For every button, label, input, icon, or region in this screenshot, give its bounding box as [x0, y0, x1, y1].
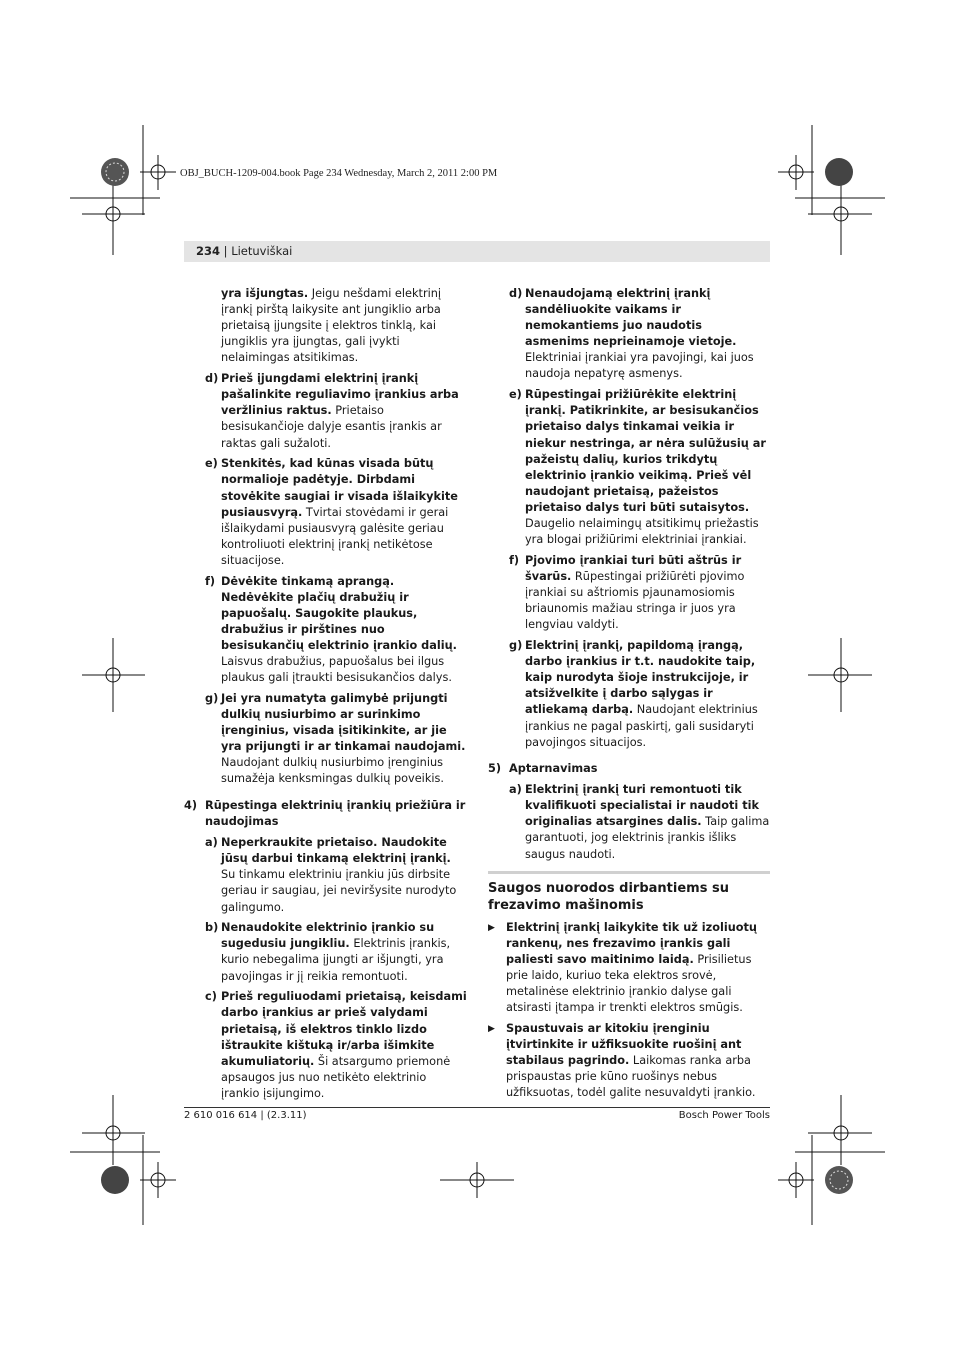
item-text [221, 574, 468, 687]
continued-paragraph [184, 286, 468, 366]
item-body-text: Daugelio nelaimingų atsitikimų priežastis yra blogai prižiūrimi elektriniai įrankiai. [525, 517, 759, 547]
section-4-heading [184, 798, 468, 830]
list-item [488, 553, 770, 633]
item-text [506, 1021, 770, 1101]
item-label: g) [509, 639, 523, 653]
item-text [221, 456, 468, 569]
section-4-title: Rūpestinga elektrinių įrankių priežiūra ir naudojimas [205, 799, 466, 829]
item-text [221, 920, 468, 984]
item-bold-text: Spaustuvais ar kitokiu įrenginiu įtvirtinkite ir užfiksuokite ruošinį ant stabilaus pagrindo. [506, 1021, 742, 1068]
right-column [488, 286, 770, 1106]
footer-rule [184, 1107, 770, 1108]
item-label: g) [205, 692, 219, 705]
item-body-text: Laisvus drabužius, papuošalus bei ilgus plaukus gali įtraukti besisukančios dalys. [221, 655, 452, 685]
section-5-heading [488, 761, 770, 777]
section-5-title: Aptarnavimas [509, 762, 598, 776]
item-text [525, 782, 770, 862]
list-item [488, 638, 770, 751]
item-body-text: Elektrinis įrankis, kurio nebegalima įjungti ar išjungti, yra pavojingas ir jį reikia remontuoti. [221, 937, 451, 983]
list-item [184, 835, 468, 915]
item-body-text: Taip galima garantuoti, jog elektrinis įrankis išliks saugus naudoti. [525, 815, 770, 861]
item-body-text: Naudojant elektrinius įrankius ne pagal paskirtį, gali susidaryti pavojingos situacijos. [525, 703, 758, 749]
item-bold-text: Nenaudokite elektrinio įrankio su sugedusiu jungikliu. [221, 921, 435, 951]
list-item [184, 989, 468, 1102]
list-item [184, 371, 468, 451]
item-text [525, 638, 770, 751]
header-language: Lietuviškai [231, 244, 293, 258]
item-bold-text: Dėvėkite tinkamą aprangą. Nedėvėkite plačių drabužių ir papuošalų. Saugokite plaukus, drabužius ir pirštines nuo besisukančių elektrinio įrankio dalių. [221, 574, 457, 653]
bullet-arrow-icon: ▶ [488, 1023, 495, 1034]
list-item [184, 920, 468, 984]
item-label: f) [205, 574, 216, 588]
item-label: d) [509, 287, 523, 300]
item-text [506, 920, 770, 1017]
bullet-arrow-icon: ▶ [488, 922, 495, 933]
section-4-label: 4) [184, 799, 198, 813]
item-label: c) [205, 990, 217, 1004]
item-bold-text: Elektrinį įrankį turi remontuoti tik kvalifikuoti specialistai ir naudoti tik originalias atsargines dalis. [525, 783, 760, 829]
item-bold-text: Neperkraukite prietaiso. Naudokite jūsų darbui tinkamą elektrinį įrankį. [221, 836, 451, 866]
item-bold-text: Elektrinį įrankį laikykite tik už izoliuotų rankenų, nes frezavimo įrankis gali paliesti savo maitinimo laidą. [506, 920, 757, 966]
item-label: f) [509, 553, 520, 567]
item-body-text: Tvirtai stovėdami ir gerai išlaikydami pusiausvyrą galėsite geriau kontroliuoti elektrinį įrankį netikėtose situacijose. [221, 505, 449, 567]
footer-doc-number: 2 610 016 614 | (2.3.11) [184, 1110, 307, 1121]
print-slug: OBJ_BUCH-1209-004.book Page 234 Wednesday, March 2, 2011 2:00 PM [180, 168, 498, 179]
item-text [525, 387, 770, 548]
left-column [184, 286, 468, 1107]
item-bold-text: Stenkitės, kad kūnas visada būtų normalioje padėtyje. Dirbdami stovėkite saugiai ir visada išlaikykite pusiausvyrą. [221, 457, 458, 519]
item-label: e) [509, 388, 522, 402]
list-item [488, 286, 770, 383]
list-item [488, 782, 770, 862]
item-body-text: Ši atsargumo priemonė apsaugos jus nuo netikėto elektrinio įrankio įsijungimo. [221, 1054, 451, 1100]
continued-text: Jeigu nešdami elektrinį įrankį pirštą laikysite ant jungiklio arba prietaisą įjungsite į elektros tinklą, kai jungiklis yra įjungtas, gali įvykti nelaimingas atsitikimas. [221, 287, 442, 365]
item-body-text: Rūpestingai prižiūrėti pjovimo įrankiai su aštriomis pjaunamosiomis briaunomis mažiau stringa ir juos yra lengviau valdyti. [525, 569, 745, 632]
item-body-text: Laikomas ranka arba prispaustas prie kūno ruošinys nebus užfiksuotas, todėl galite nesuvaldyti įrankio. [506, 1054, 756, 1100]
item-label: b) [205, 921, 219, 935]
item-label: a) [509, 783, 522, 797]
item-label: a) [205, 836, 218, 850]
item-body-text: Prietaiso besisukančioje dalyje esantis įrankis ar raktas gali sužaloti. [221, 404, 442, 450]
item-body-text: Naudojant dulkių nusiurbimo įrenginius sumažėja kenksmingas dulkių poveikis. [221, 756, 444, 786]
list-item [488, 387, 770, 548]
item-bold-text: Rūpestingai prižiūrėkite elektrinį įrankį. Patikrinkite, ar besisukančios prietaiso dalys tinkamai veikia ir niekur nestringa, ar nėra sulūžusių ar pažeistų dalių, kurios trikdytų elektrinio įrankio veikimą. Prieš vėl naudojant prietaisą, pažeistos prietaiso dalys turi būti sutaisytos. [525, 388, 766, 514]
footer-brand: Bosch Power Tools [678, 1110, 770, 1121]
list-item [488, 1021, 770, 1101]
header-separator: | [220, 244, 232, 258]
item-bold-text: Nenaudojamą elektrinį įrankį sandėliuokite vaikams ir nemokantiems juo naudotis asmenims neprieinamoje vietoje. [525, 287, 737, 349]
item-text [221, 835, 468, 915]
item-text [221, 691, 468, 788]
section-5-label: 5) [488, 762, 502, 776]
item-text [525, 553, 770, 633]
item-bold-text: Jei yra numatyta galimybė prijungti dulkių nusiurbimo ar surinkimo įrenginius, visada įsitikinkite, ar jie yra prijungti ir ar tinkamai naudojami. [221, 692, 466, 754]
page-number: 234 [196, 244, 221, 258]
list-item [184, 574, 468, 687]
list-item [184, 691, 468, 788]
item-label: d) [205, 372, 219, 386]
list-item [488, 920, 770, 1017]
router-safety-heading: Saugos nuorodos dirbantiems su frezavimo mašinomis [488, 880, 729, 913]
item-text [525, 286, 770, 383]
item-body-text: Prisilietus prie laido, kuriuo teka elektros srovė, metalinėse elektrinio įrankio dalyse gali atsirasti įtampa ir trenkti elektros smūgis. [506, 952, 752, 1015]
item-bold-text: Prieš įjungdami elektrinį įrankį pašalinkite reguliavimo įrankius arba veržlinius raktus. [221, 372, 459, 418]
item-bold-text: Elektrinį įrankį, papildomą įrangą, darbo įrankius ir t.t. naudokite taip, kaip nurodyta šioje instrukcijoje, ir atsižvelkite į darbo sąlygas ir atliekamą darbą. [525, 639, 756, 717]
section-divider [488, 871, 770, 874]
item-text [221, 989, 468, 1102]
item-body-text: Elektriniai įrankiai yra pavojingi, kai juos naudoja nepatyrę asmenys. [525, 351, 754, 381]
item-label: e) [205, 457, 218, 471]
item-bold-text: Prieš reguliuodami prietaisą, keisdami darbo įrankius ar prieš valydami prietaisą, iš elektros tinklo lizdo ištraukite kištuką ir/arba išimkite akumuliatorių. [221, 990, 467, 1068]
page-header [184, 241, 770, 262]
item-text [221, 371, 468, 451]
continued-bold: yra išjungtas. [221, 287, 309, 300]
item-body-text: Su tinkamu elektriniu įrankiu jūs dirbsite geriau ir saugiau, jei neviršysite nurodyto galingumo. [221, 868, 457, 914]
item-bold-text: Pjovimo įrankiai turi būti aštrūs ir švarūs. [525, 553, 742, 583]
list-item [184, 456, 468, 569]
